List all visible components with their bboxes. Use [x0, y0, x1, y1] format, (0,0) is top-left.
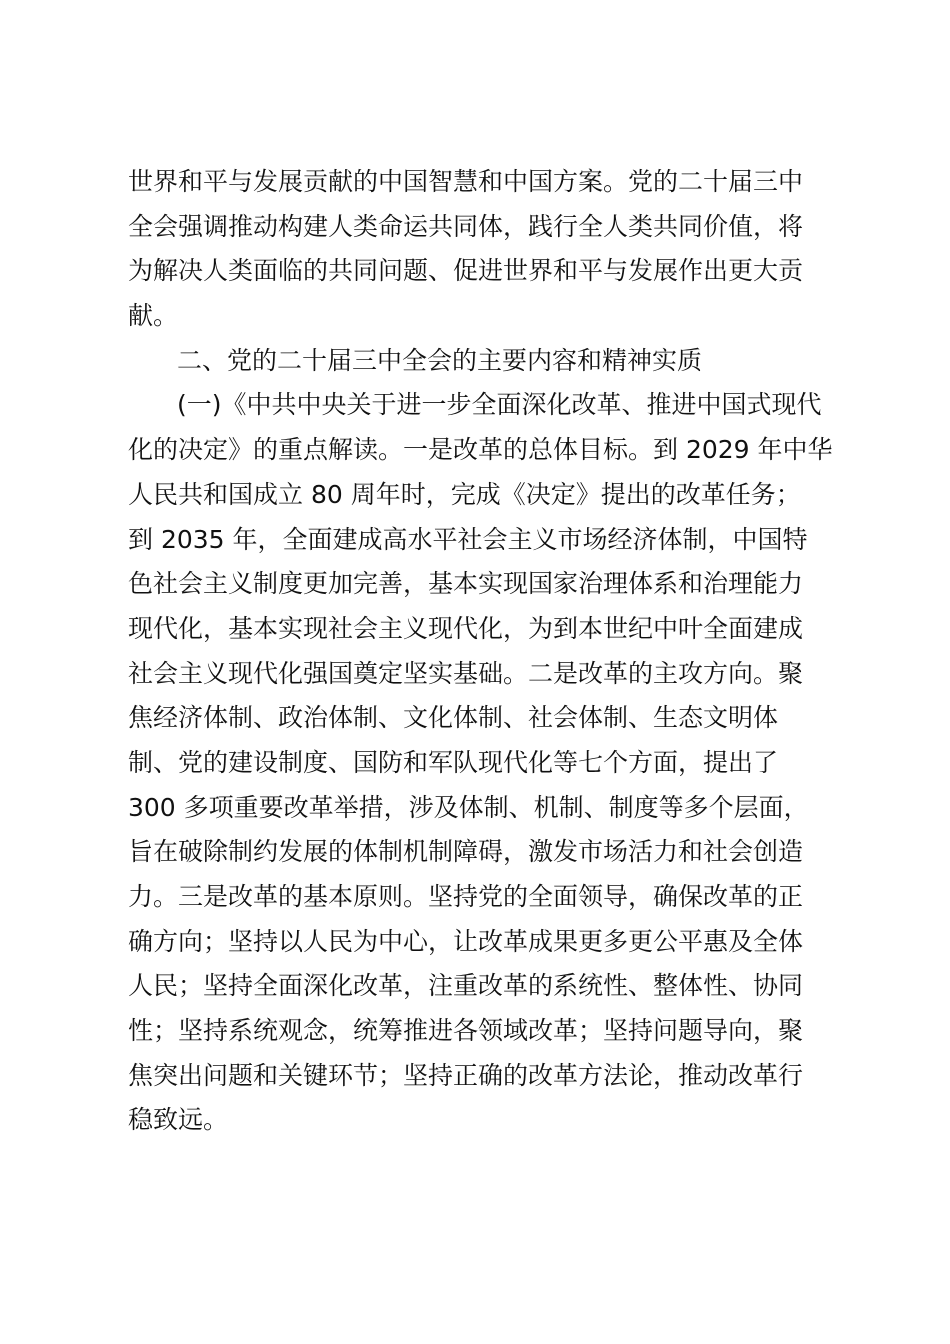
text-line: 焦经济体制、政治体制、文化体制、社会体制、生态文明体: [128, 703, 779, 733]
text-line: 旨在破除制约发展的体制机制障碍，激发市场活力和社会创造: [128, 837, 804, 867]
paragraph-2: [128, 383, 833, 1143]
text-line: (一)《中共中央关于进一步全面深化改革、推进中国式现代: [177, 390, 822, 420]
paragraph-1: [128, 160, 828, 339]
document-body: [128, 160, 833, 1143]
text-line: 确方向；坚持以人民为中心，让改革成果更多更公平惠及全体: [128, 926, 804, 956]
text-line: 全会强调推动构建人类命运共同体，践行全人类共同价值，将: [128, 211, 804, 241]
section-heading-text: 二、党的二十届三中全会的主要内容和精神实质: [177, 345, 703, 375]
section-heading: [128, 339, 828, 384]
text-line: 制、党的建设制度、国防和军队现代化等七个方面，提出了: [128, 747, 779, 777]
text-line: 到 2035 年，全面建成高水平社会主义市场经济体制，中国特: [128, 524, 808, 554]
text-line: 性；坚持系统观念，统筹推进各领域改革；坚持问题导向，聚: [128, 1016, 804, 1046]
text-line: 人民；坚持全面深化改革，注重改革的系统性、整体性、协同: [128, 971, 804, 1001]
text-line: 300 多项重要改革举措，涉及体制、机制、制度等多个层面，: [128, 792, 809, 822]
text-line: 人民共和国成立 80 周年时，完成《决定》提出的改革任务；: [128, 479, 801, 509]
text-line: 焦突出问题和关键环节；坚持正确的改革方法论，推动改革行: [128, 1060, 804, 1090]
text-line: 色社会主义制度更加完善，基本实现国家治理体系和治理能力: [128, 569, 804, 599]
text-line: 化的决定》的重点解读。一是改革的总体目标。到 2029 年中华: [128, 435, 833, 465]
text-line: 世界和平与发展贡献的中国智慧和中国方案。党的二十届三中: [128, 167, 804, 196]
text-line: 社会主义现代化强国奠定坚实基础。二是改革的主攻方向。聚: [128, 658, 804, 688]
text-line: 为解决人类面临的共同问题、促进世界和平与发展作出更大贡: [128, 256, 804, 286]
text-line: 力。三是改革的基本原则。坚持党的全面领导，确保改革的正: [128, 882, 804, 911]
text-line: 献。: [128, 301, 179, 331]
text-line: 稳致远。: [128, 1105, 229, 1135]
text-line: 现代化，基本实现社会主义现代化，为到本世纪中叶全面建成: [128, 613, 804, 643]
